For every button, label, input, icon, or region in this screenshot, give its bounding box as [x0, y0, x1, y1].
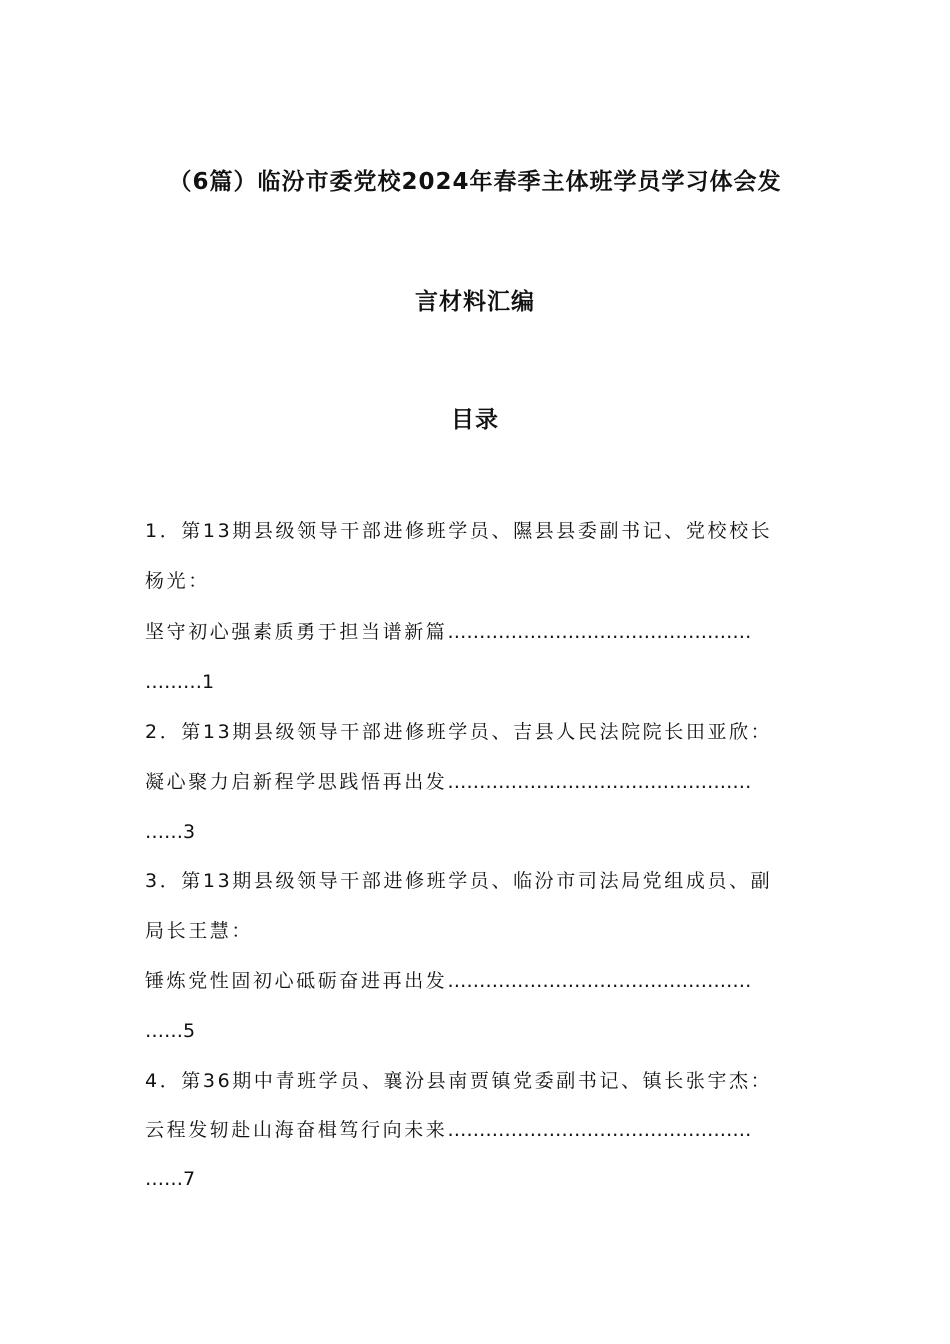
- toc-entry-3-heading-line-1[interactable]: 3．第13期县级领导干部进修班学员、临汾市司法局党组成员、副: [145, 870, 773, 892]
- toc-entry-4-leader-dots: …………………………………………: [447, 1119, 752, 1141]
- toc-entry-2-subtitle: 凝心聚力启新程学思践悟再出发: [145, 771, 448, 793]
- toc-entry-2-page-row[interactable]: [145, 819, 195, 845]
- toc-entry-3-subtitle-row[interactable]: [145, 968, 807, 994]
- toc-entry-2-page-number: 3: [183, 821, 196, 843]
- toc-entry-2-leader-dots: …………………………………………: [447, 771, 752, 793]
- toc-entry-1-subtitle: 坚守初心强素质勇于担当谱新篇: [145, 621, 448, 643]
- toc-entry-4-page-number: 7: [183, 1168, 196, 1190]
- toc-entry-4-heading-line-1[interactable]: 4．第36期中青班学员、襄汾县南贾镇党委副书记、镇长张宇杰：: [145, 1070, 773, 1092]
- toc-entry-3-leader-dots: …………………………………………: [447, 970, 752, 992]
- toc-entry-1-page-number: 1: [202, 671, 215, 693]
- toc-entry-3-page-number: 5: [183, 1020, 196, 1042]
- toc-entry-3-subtitle: 锤炼党性固初心砥砺奋进再出发: [145, 970, 448, 992]
- toc-entry-4-subtitle: 云程发轫赴山海奋楫笃行向未来: [145, 1119, 448, 1141]
- toc-entry-2-heading-line-1[interactable]: 2．第13期县级领导干部进修班学员、吉县人民法院院长田亚欣：: [145, 721, 773, 743]
- toc-entry-4-page-row[interactable]: [145, 1166, 195, 1192]
- toc-entry-1-heading-line-1[interactable]: 1．第13期县级领导干部进修班学员、隰县县委副书记、党校校长: [145, 520, 773, 542]
- toc-entry-3-heading-line-2[interactable]: 局长王慧：: [145, 920, 254, 942]
- toc-entry-2-subtitle-row[interactable]: [145, 769, 807, 795]
- toc-entry-3-page-dots: ……: [145, 1020, 183, 1042]
- toc-entry-1-leader-dots: …………………………………………: [447, 621, 752, 643]
- toc-entry-1-subtitle-row[interactable]: [145, 619, 807, 645]
- toc-entry-4-subtitle-row[interactable]: [145, 1117, 807, 1143]
- document-title-line-2: 言材料汇编: [415, 289, 535, 315]
- toc-entry-1-page-row[interactable]: [145, 669, 214, 695]
- document-title-line-1: （6篇）临汾市委党校2024年春季主体班学员学习体会发: [168, 169, 782, 195]
- toc-heading: 目录: [451, 407, 499, 433]
- toc-entry-3-page-row[interactable]: [145, 1018, 195, 1044]
- toc-entry-2-page-dots: ……: [145, 821, 183, 843]
- toc-entry-1-heading-line-2[interactable]: 杨光：: [145, 570, 210, 592]
- toc-entry-1-page-dots: ………: [145, 671, 202, 693]
- toc-entry-4-page-dots: ……: [145, 1168, 183, 1190]
